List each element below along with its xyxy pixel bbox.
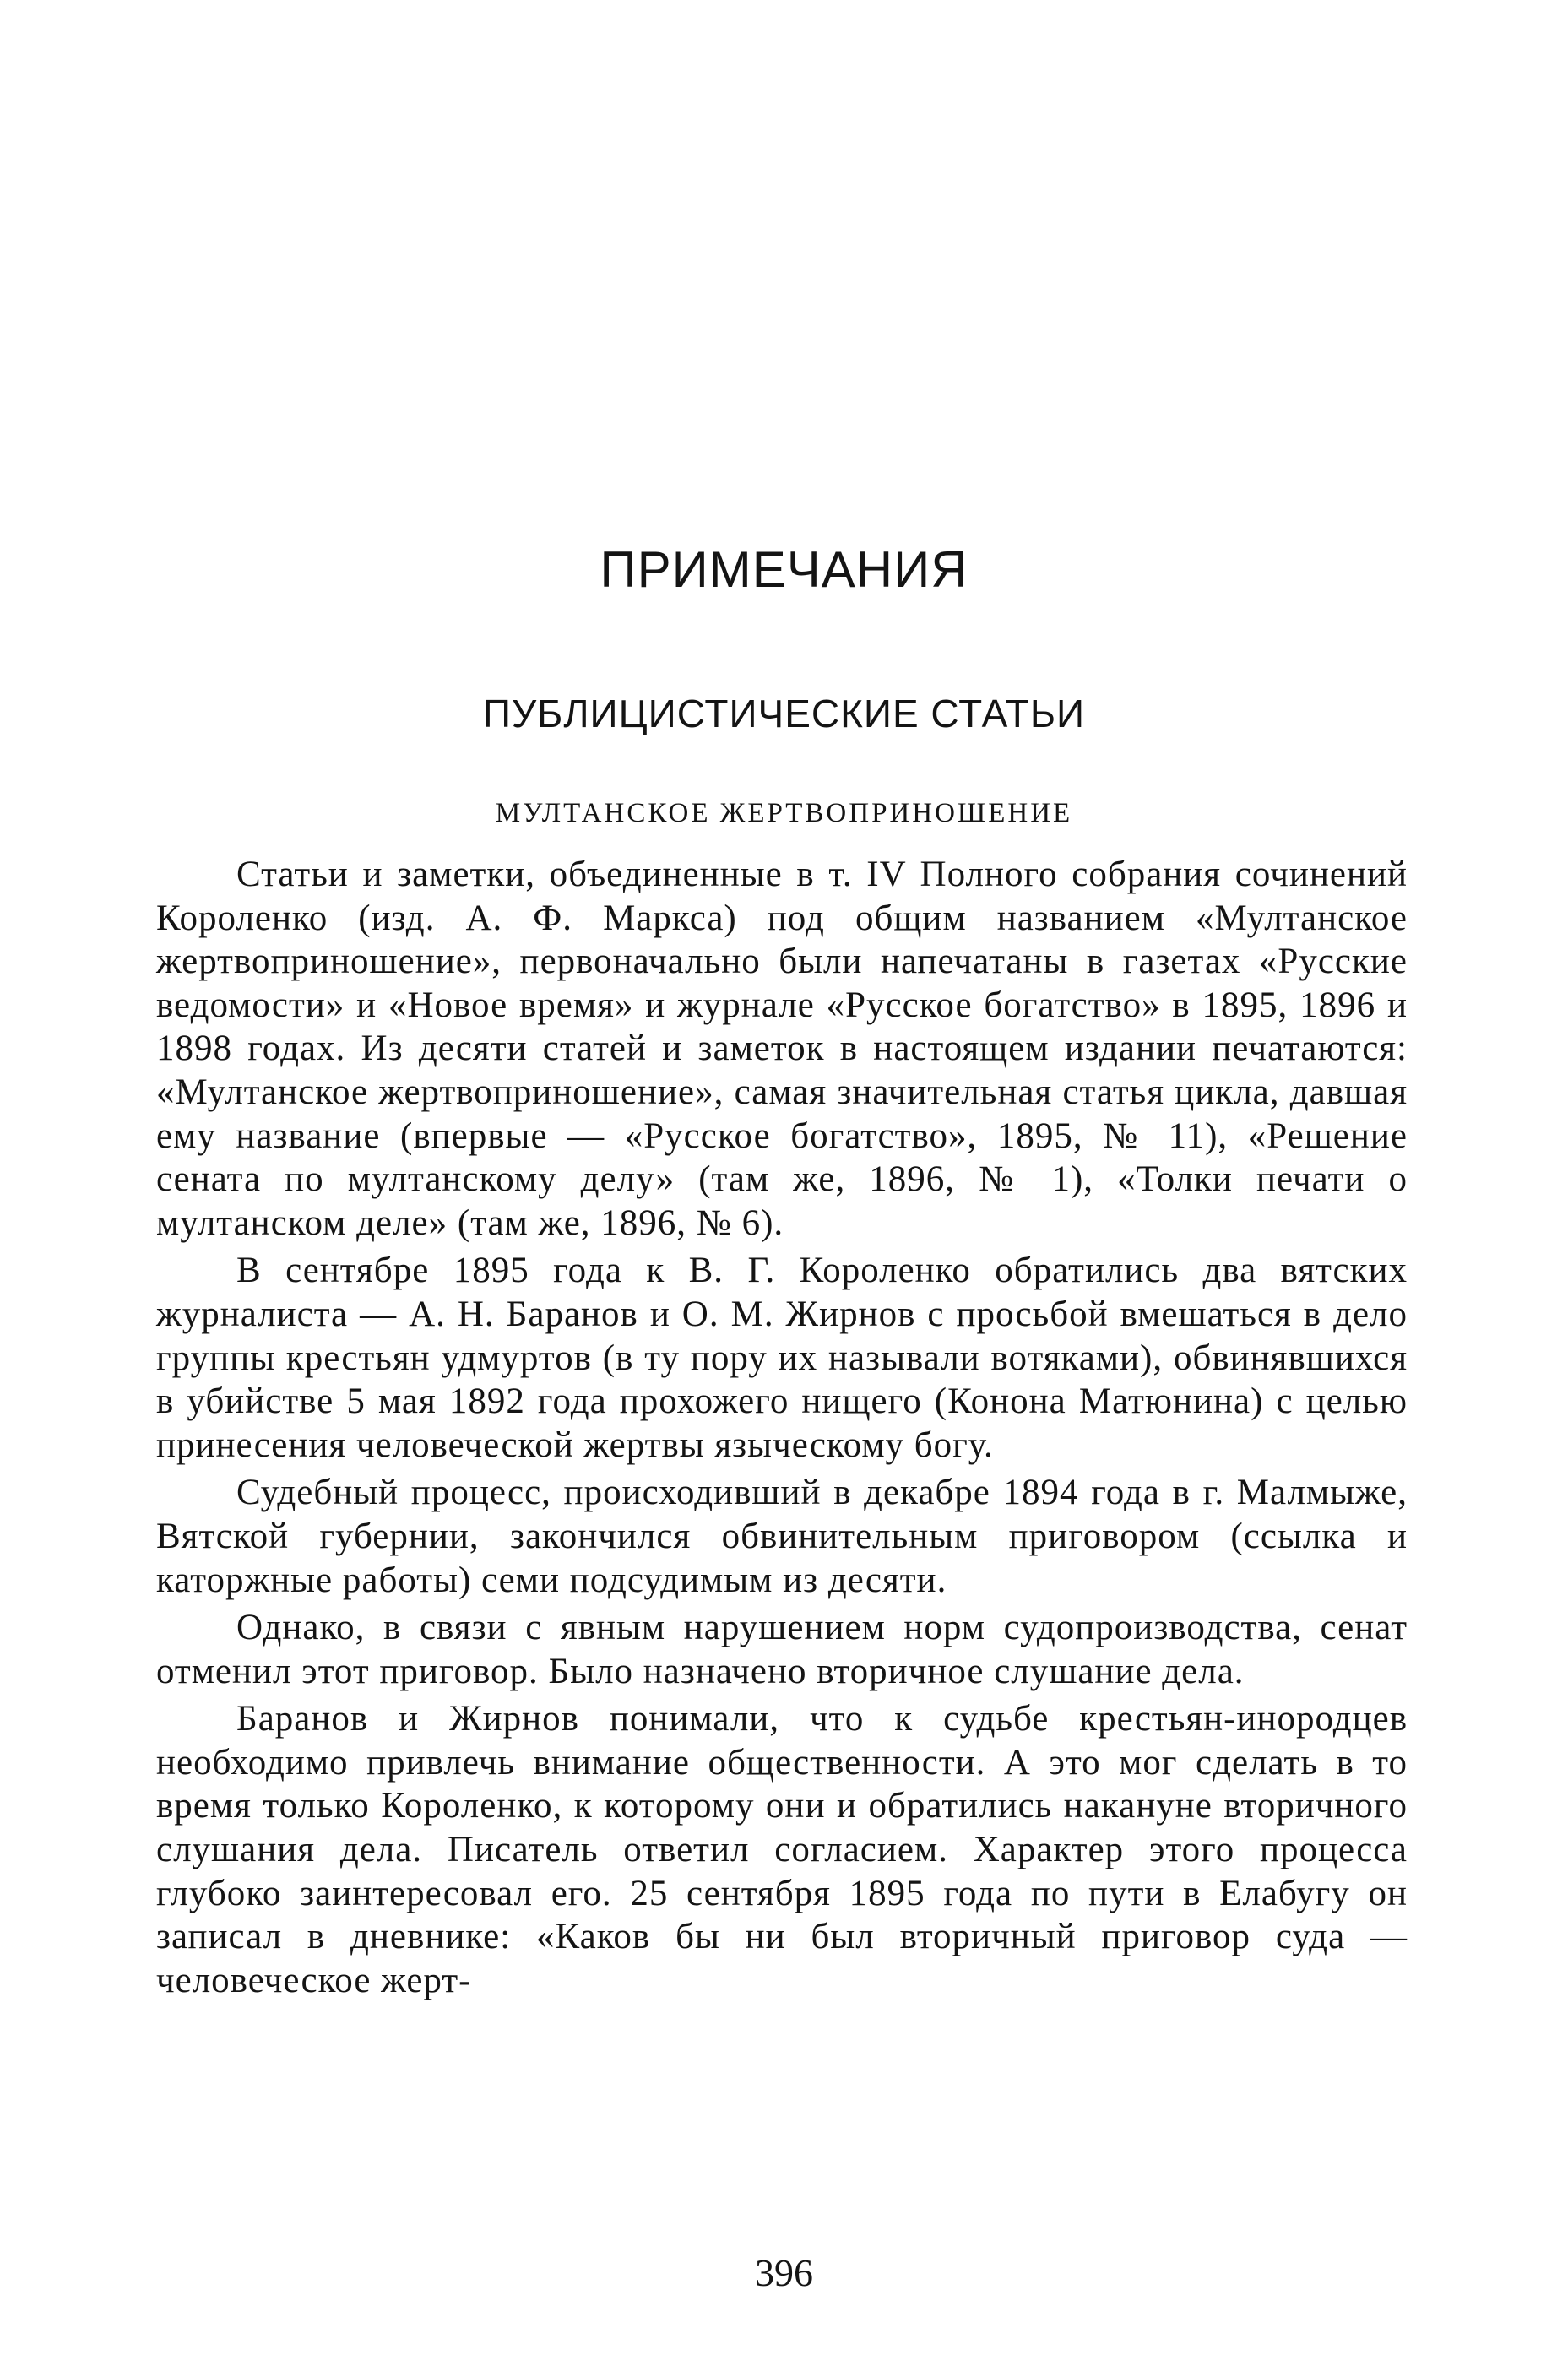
- main-title: ПРИМЕЧАНИЯ: [600, 541, 968, 598]
- paragraph: В сентябре 1895 года к В. Г. Короленко обратились два вятских журналиста — А. Н. Баранов и О. М. Жирнов с просьбой вмешаться в дело группы крестьян удмуртов (в ту пору их называли вотяками), обвинявшихся в убийстве 5 мая 1892 года прохожего нищего (Конона Матюнина) с целью принесения человеческой жертвы языческому богу.: [156, 1251, 1408, 1465]
- body-text: [156, 853, 1408, 2002]
- paragraph: Статьи и заметки, объединенные в т. IV Полного собрания сочинений Короленко (изд. А. Ф. Маркса) под общим названием «Мултанское жертвоприношение», первоначально были напечатаны в газетах «Русские ведомости» и «Новое время» и журнале «Русское богатство» в 1895, 1896 и 1898 годах. Из десяти статей и заметок в настоящем издании печатаются: «Мултанское жертвоприношение», самая значительная статья цикла, давшая ему название (впервые — «Русское богатство», 1895, № 11), «Решение сената по мултанскому делу» (там же, 1896, № 1), «Толки печати о мултанском деле» (там же, 1896, № 6).: [156, 855, 1408, 1243]
- paragraph: Баранов и Жирнов понимали, что к судьбе крестьян-инородцев необходимо привлечь внимание общественности. А это мог сделать в то время только Короленко, к которому они и обратились накануне вторичного слушания дела. Писатель ответил согласием. Характер этого процесса глубоко заинтересовал его. 25 сентября 1895 года по пути в Елабугу он записал в дневнике: «Каков бы ни был вторичный приговор суда — человеческое жерт-: [156, 1699, 1408, 2000]
- article-title: МУЛТАНСКОЕ ЖЕРТВОПРИНОШЕНИЕ: [495, 798, 1073, 828]
- section-title: ПУБЛИЦИСТИЧЕСКИЕ СТАТЬИ: [482, 692, 1086, 735]
- page-number: 396: [755, 2251, 813, 2294]
- paragraph: Однако, в связи с явным нарушением норм судопроизводства, сенат отменил этот приговор. Было назначено вторичное слушание дела.: [156, 1608, 1408, 1691]
- paragraph: Судебный процесс, происходивший в декабре 1894 года в г. Малмыже, Вятской губернии, закончился обвинительным приговором (ссылка и каторжные работы) семи подсудимым из десяти.: [156, 1473, 1408, 1600]
